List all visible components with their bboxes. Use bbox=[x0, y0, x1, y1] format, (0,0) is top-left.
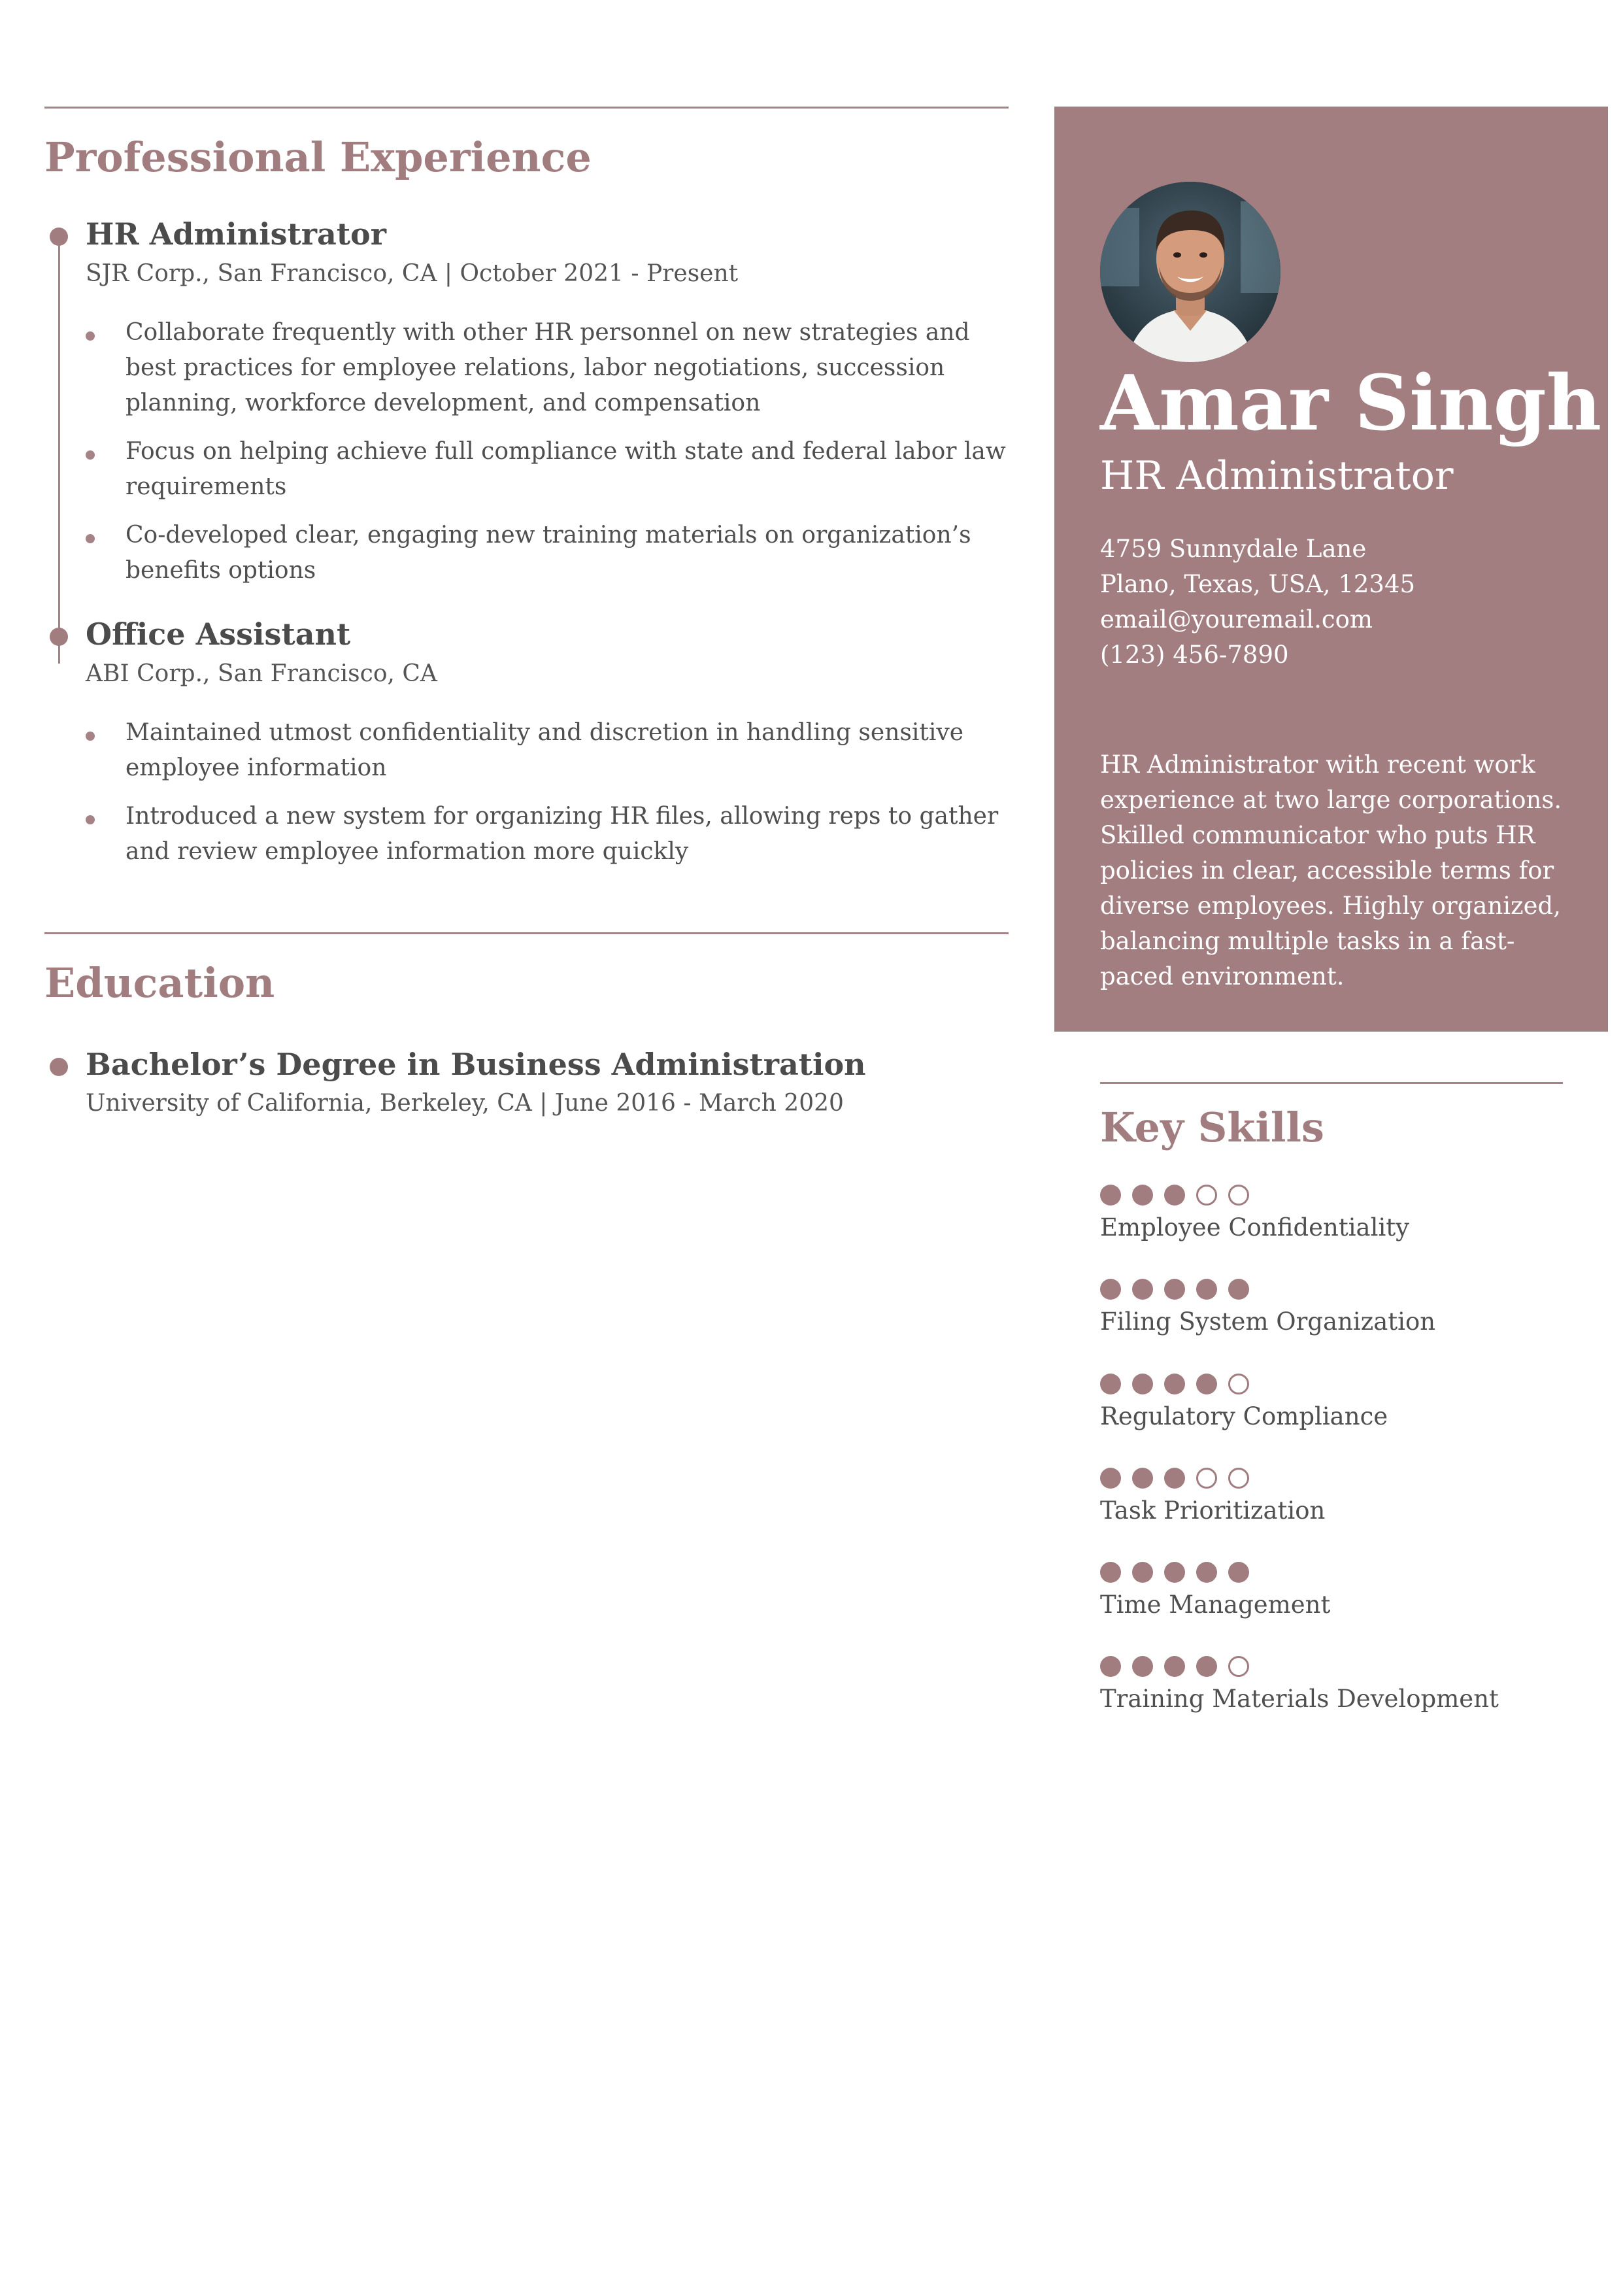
job-bullets bbox=[86, 315, 1009, 588]
skill-name: Task Prioritization bbox=[1100, 1496, 1326, 1525]
degree-title: Bachelor’s Degree in Business Administration bbox=[86, 1046, 866, 1082]
job-bullets bbox=[86, 715, 1009, 869]
rating-dot-filled bbox=[1228, 1562, 1249, 1583]
profile-photo bbox=[1100, 182, 1280, 362]
bullet-text: Focus on helping achieve full compliance with state and federal labor law requirements bbox=[125, 438, 1006, 501]
list-item bbox=[86, 315, 1018, 421]
skill-name: Filing System Organization bbox=[1100, 1308, 1436, 1336]
rating-dot-filled bbox=[1196, 1562, 1217, 1583]
phone-text: (123) 456-7890 bbox=[1100, 641, 1289, 669]
job-entry bbox=[44, 216, 1009, 588]
rating-dot-empty bbox=[1228, 1656, 1249, 1677]
rating-dot-filled bbox=[1164, 1468, 1185, 1489]
timeline-dot bbox=[50, 228, 68, 246]
address-line-2: Plano, Texas, USA, 12345 bbox=[1100, 570, 1416, 598]
rating-dot-filled bbox=[1132, 1185, 1153, 1206]
rating-dot-filled bbox=[1132, 1656, 1153, 1677]
job-company-dates: ABI Corp., San Francisco, CA bbox=[86, 660, 437, 687]
skill-item bbox=[1100, 1562, 1563, 1621]
bullet-dot bbox=[86, 534, 95, 543]
skill-item bbox=[1100, 1468, 1563, 1527]
skill-rating bbox=[1100, 1374, 1563, 1394]
education-heading: Education bbox=[44, 959, 275, 1007]
education-section bbox=[44, 932, 1009, 1120]
contact-info bbox=[1100, 532, 1415, 673]
rating-dot-filled bbox=[1100, 1656, 1121, 1677]
rating-dot-filled bbox=[1100, 1562, 1121, 1583]
rating-dot-filled bbox=[1132, 1279, 1153, 1300]
rating-dot-filled bbox=[1132, 1562, 1153, 1583]
skills-heading: Key Skills bbox=[1100, 1104, 1324, 1151]
rating-dot-empty bbox=[1228, 1185, 1249, 1206]
school-dates: University of California, Berkeley, CA | June 2016 - March 2020 bbox=[86, 1090, 844, 1117]
rating-dot-filled bbox=[1164, 1374, 1185, 1394]
main-column bbox=[44, 107, 1009, 1120]
profile-summary: HR Administrator with recent work experience at two large corporations. Skilled communicator who puts HR policies in clear, accessible terms for diverse employees. Highly organized, balancing multiple tasks in a fast-paced environment. bbox=[1100, 751, 1562, 990]
list-item bbox=[86, 434, 1018, 505]
rating-dot-filled bbox=[1132, 1468, 1153, 1489]
rating-dot-filled bbox=[1164, 1656, 1185, 1677]
rating-dot-filled bbox=[1100, 1185, 1121, 1206]
bullet-text: Introduced a new system for organizing HR files, allowing reps to gather and review employee information more quickly bbox=[125, 803, 999, 866]
rating-dot-filled bbox=[1132, 1374, 1153, 1394]
job-entry bbox=[44, 616, 1009, 869]
skill-rating bbox=[1100, 1468, 1563, 1489]
skill-rating bbox=[1100, 1279, 1563, 1300]
skill-item bbox=[1100, 1185, 1563, 1243]
skills-list bbox=[1100, 1185, 1563, 1715]
list-item bbox=[86, 715, 1018, 786]
list-item bbox=[86, 799, 1018, 869]
skill-name: Training Materials Development bbox=[1100, 1684, 1499, 1713]
skill-name: Regulatory Compliance bbox=[1100, 1402, 1388, 1430]
job-title: Office Assistant bbox=[86, 616, 351, 652]
skill-rating bbox=[1100, 1656, 1563, 1677]
profile-role: HR Administrator bbox=[1100, 453, 1454, 499]
rating-dot-filled bbox=[1196, 1656, 1217, 1677]
profile-panel bbox=[1054, 107, 1608, 1032]
timeline-dot bbox=[50, 1058, 68, 1076]
bullet-text: Co-developed clear, engaging new training materials on organization’s benefits options bbox=[125, 522, 971, 584]
timeline-dot bbox=[50, 628, 68, 646]
rating-dot-filled bbox=[1196, 1374, 1217, 1394]
skill-name: Time Management bbox=[1100, 1590, 1331, 1619]
skill-rating bbox=[1100, 1185, 1563, 1206]
section-divider bbox=[44, 107, 1009, 109]
bullet-dot bbox=[86, 815, 95, 824]
bullet-dot bbox=[86, 450, 95, 460]
bullet-text: Maintained utmost confidentiality and discretion in handling sensitive employee information bbox=[125, 719, 964, 782]
skill-rating bbox=[1100, 1562, 1563, 1583]
rating-dot-filled bbox=[1164, 1562, 1185, 1583]
profile-name: Amar Singh bbox=[1100, 359, 1602, 448]
rating-dot-filled bbox=[1100, 1468, 1121, 1489]
email-text: email@youremail.com bbox=[1100, 605, 1373, 633]
skill-item bbox=[1100, 1279, 1563, 1338]
list-item bbox=[86, 518, 1018, 588]
rating-dot-filled bbox=[1100, 1374, 1121, 1394]
rating-dot-empty bbox=[1196, 1185, 1217, 1206]
job-title: HR Administrator bbox=[86, 216, 386, 252]
rating-dot-filled bbox=[1100, 1279, 1121, 1300]
experience-heading: Professional Experience bbox=[44, 133, 592, 181]
skill-item bbox=[1100, 1374, 1563, 1432]
job-company-dates: SJR Corp., San Francisco, CA | October 2021 - Present bbox=[86, 260, 739, 287]
skills-section bbox=[1100, 1082, 1563, 1715]
section-divider bbox=[1100, 1082, 1563, 1084]
skill-item bbox=[1100, 1656, 1563, 1715]
experience-timeline bbox=[44, 216, 1009, 869]
rating-dot-empty bbox=[1228, 1468, 1249, 1489]
rating-dot-filled bbox=[1164, 1185, 1185, 1206]
rating-dot-filled bbox=[1164, 1279, 1185, 1300]
bullet-text: Collaborate frequently with other HR personnel on new strategies and best practices for employee relations, labor negotiations, succession planning, workforce development, and compensation bbox=[125, 319, 970, 417]
rating-dot-filled bbox=[1196, 1279, 1217, 1300]
rating-dot-filled bbox=[1228, 1279, 1249, 1300]
rating-dot-empty bbox=[1228, 1374, 1249, 1394]
rating-dot-empty bbox=[1196, 1468, 1217, 1489]
bullet-dot bbox=[86, 732, 95, 741]
bullet-dot bbox=[86, 331, 95, 341]
skill-name: Employee Confidentiality bbox=[1100, 1213, 1410, 1242]
section-divider bbox=[44, 932, 1009, 934]
address-line-1: 4759 Sunnydale Lane bbox=[1100, 535, 1367, 563]
education-entry bbox=[44, 1046, 1009, 1121]
